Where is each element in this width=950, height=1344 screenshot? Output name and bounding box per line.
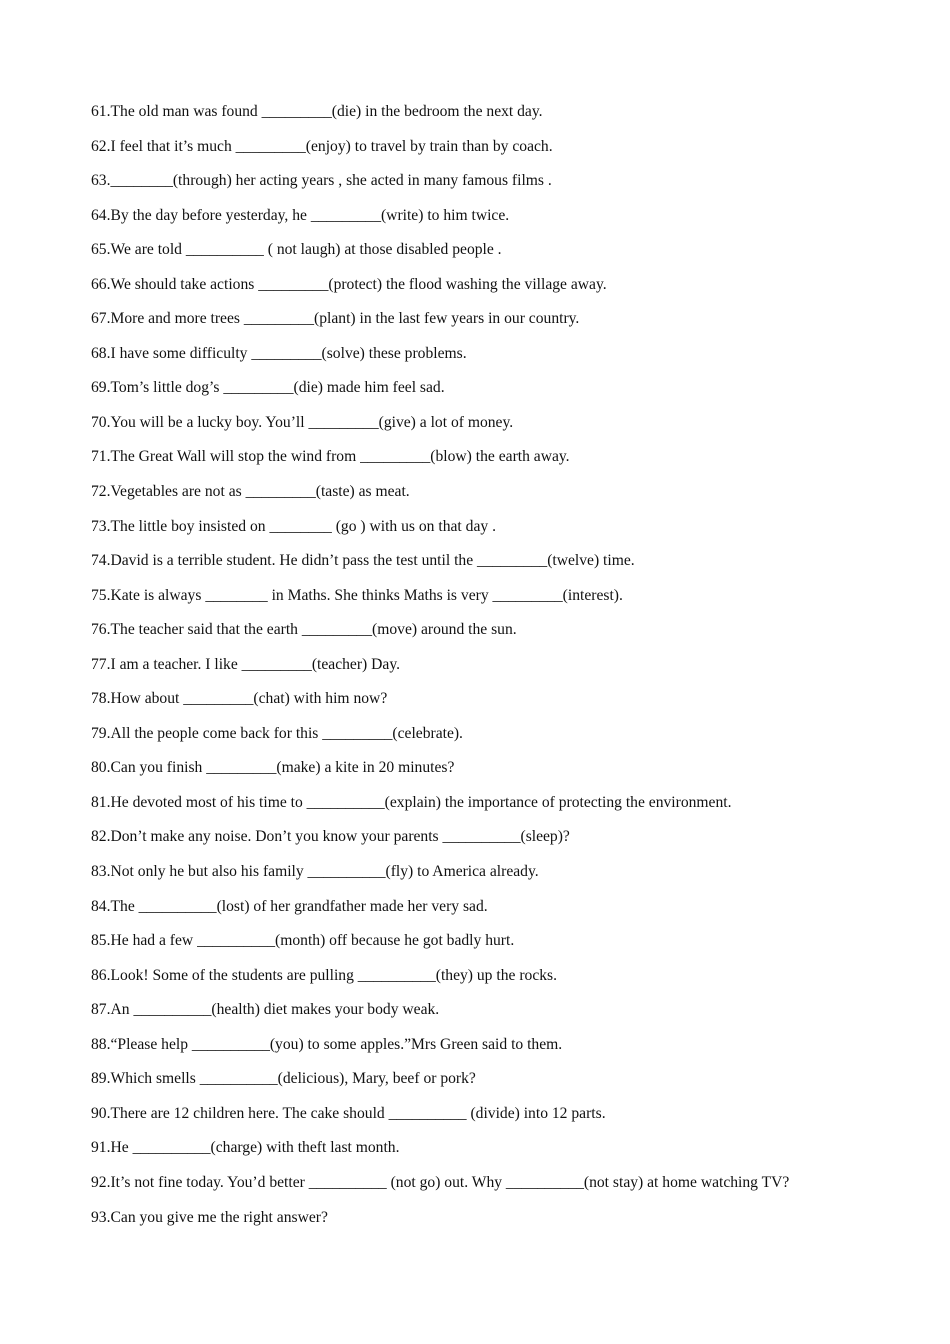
question-67: 67.More and more trees _________(plant) in the last few years in our country. [91,310,580,328]
question-62: 62.I feel that it’s much _________(enjoy) to travel by train than by coach. [91,137,553,155]
question-71: 71.The Great Wall will stop the wind from _________(blow) the earth away. [91,448,570,466]
question-86: 86.Look! Some of the students are pulling __________(they) up the rocks. [91,966,558,984]
question-83: 83.Not only he but also his family __________(fly) to America already. [91,863,539,881]
question-82: 82.Don’t make any noise. Don’t you know your parents __________(sleep)? [91,828,570,846]
question-65: 65.We are told __________ ( not laugh) at those disabled people . [91,241,502,259]
question-74: 74.David is a terrible student. He didn’t pass the test until the _________(twelve) time. [91,552,635,570]
question-list [91,99,931,1239]
question-92: 92.It’s not fine today. You’d better __________ (not go) out. Why __________(not stay) at home watching TV? [91,1173,790,1191]
question-61: 61.The old man was found _________(die) in the bedroom the next day. [91,103,543,120]
question-68: 68.I have some difficulty _________(solve) these problems. [91,344,467,362]
question-75: 75.Kate is always ________ in Maths. She thinks Maths is very _________(interest). [91,586,623,604]
question-77: 77.I am a teacher. I like _________(teacher) Day. [91,655,400,673]
question-76: 76.The teacher said that the earth _________(move) around the sun. [91,621,517,639]
question-91: 91.He __________(charge) with theft last month. [91,1139,400,1157]
question-88: 88.“Please help __________(you) to some apples.”Mrs Green said to them. [91,1035,563,1053]
question-79: 79.All the people come back for this _________(celebrate). [91,724,463,742]
question-70: 70.You will be a lucky boy. You’ll _________(give) a lot of money. [91,413,514,431]
question-63: 63.________(through) her acting years , she acted in many famous films . [91,172,552,190]
question-87: 87.An __________(health) diet makes your body weak. [91,1001,440,1019]
question-78: 78.How about _________(chat) with him now? [91,690,388,708]
question-69: 69.Tom’s little dog’s _________(die) made him feel sad. [91,379,445,397]
question-85: 85.He had a few __________(month) off because he got badly hurt. [91,932,515,950]
question-93: 93.Can you give me the right answer? [91,1208,328,1226]
question-89: 89.Which smells __________(delicious), Mary, beef or pork? [91,1070,476,1088]
question-80: 80.Can you finish _________(make) a kite in 20 minutes? [91,759,455,777]
question-81: 81.He devoted most of his time to __________(explain) the importance of protecting the environment. [91,793,732,811]
question-72: 72.Vegetables are not as _________(taste) as meat. [91,483,410,501]
question-90: 90.There are 12 children here. The cake should __________ (divide) into 12 parts. [91,1104,606,1122]
question-73: 73.The little boy insisted on ________ (go ) with us on that day . [91,517,496,535]
question-84: 84.The __________(lost) of her grandfather made her very sad. [91,897,488,915]
question-66: 66.We should take actions _________(protect) the flood washing the village away. [91,275,607,293]
question-64: 64.By the day before yesterday, he _________(write) to him twice. [91,206,510,224]
